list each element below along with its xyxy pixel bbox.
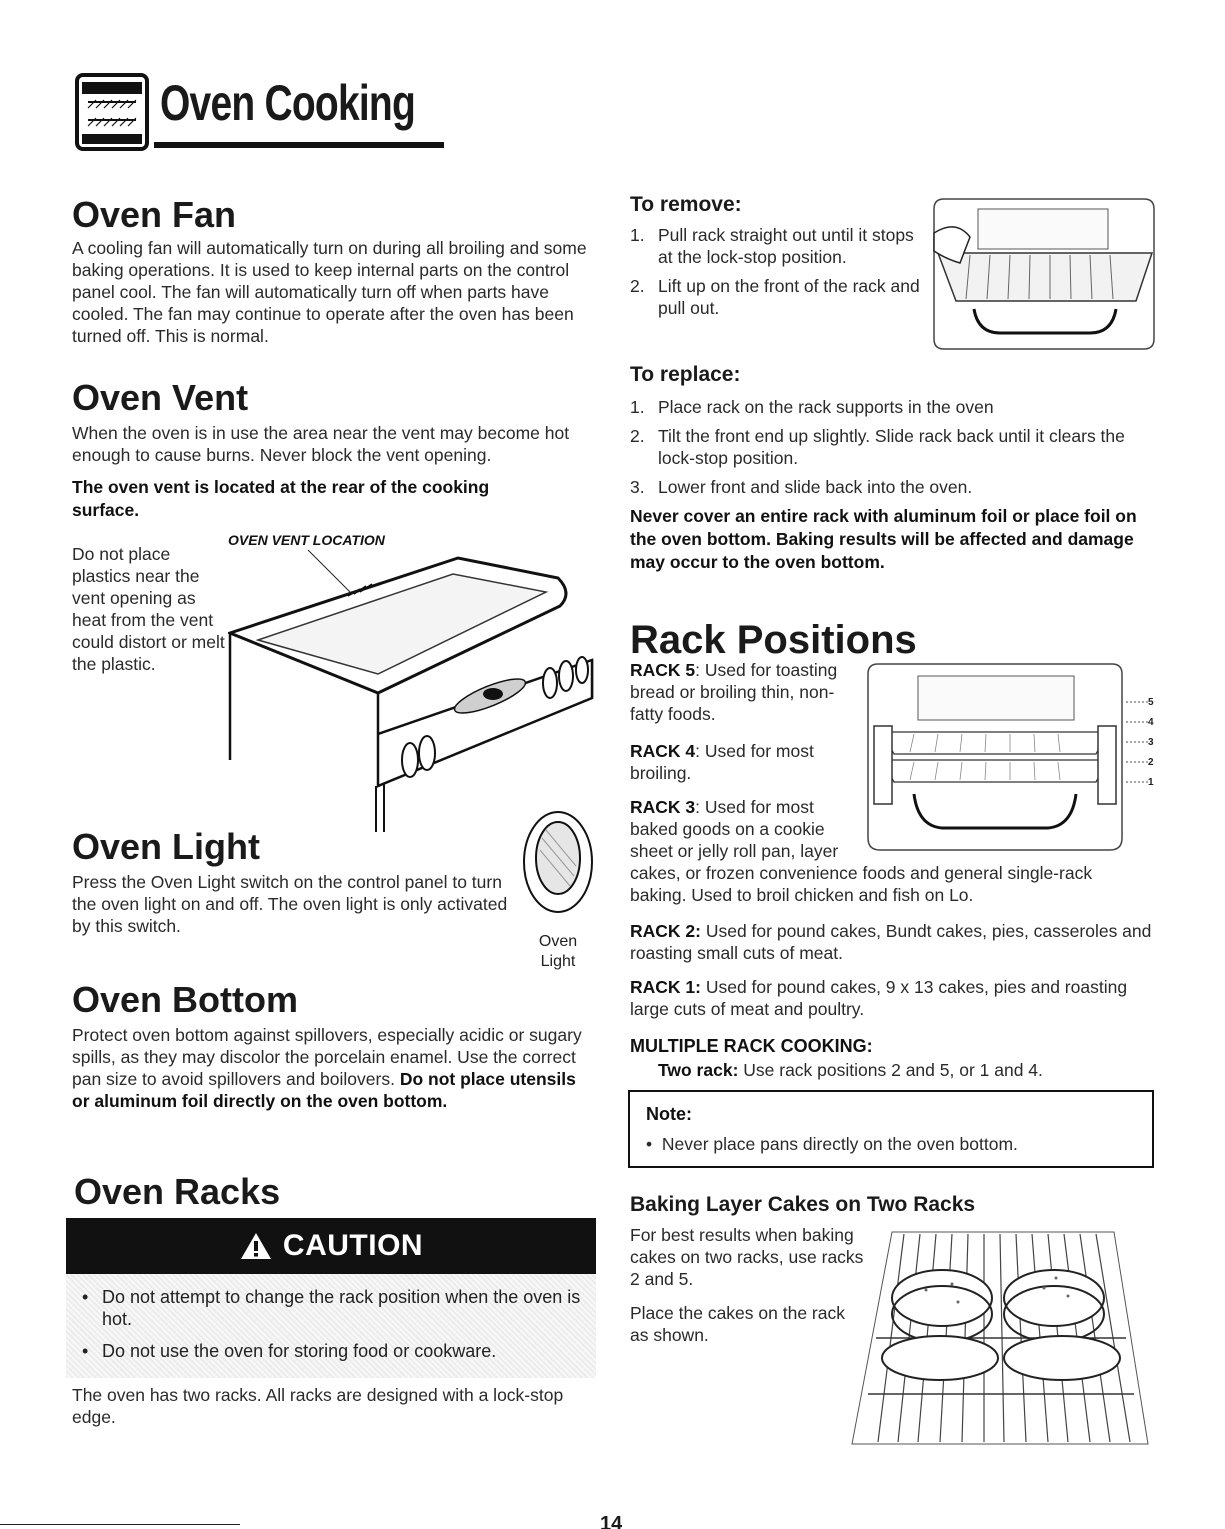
oven-light-switch-illustration (520, 806, 600, 916)
rack-label: RACK 3 (630, 797, 696, 817)
rack-removal-illustration (930, 193, 1160, 353)
section-oven-fan (72, 195, 597, 347)
note-box (628, 1090, 1154, 1168)
rack-number: 5 (1148, 697, 1154, 708)
baking-layer-body-2: Place the cakes on the rack as shown. (630, 1303, 845, 1345)
body-text: Protect oven bottom against spillovers, especially acidic or sugary spills, as they may discolor the porcelain enamel. Use the correct pan size to avoid spillovers and boilovers. (72, 1025, 582, 1089)
figure-label-line: Light (540, 953, 576, 970)
step-number: 3. (630, 477, 645, 497)
section-body: A cooling fan will automatically turn on during all broiling and some baking operations. It is used to keep internal parts on the control panel cool. The fan will automatically turn off when parts have cooled. The fan may continue to operate after the oven has been turned off. This is normal. (72, 238, 587, 346)
multiple-heading: MULTIPLE RACK COOKING: (630, 1036, 873, 1056)
section-to-replace (630, 362, 1160, 574)
section-body: Press the Oven Light switch on the control panel to turn the oven light on and off. The oven light is only activated by this switch. (72, 872, 508, 936)
page-title: Oven Cooking (160, 75, 415, 131)
step-item (630, 224, 930, 268)
section-heading: Oven Light (72, 826, 260, 867)
caution-list (66, 1286, 596, 1362)
rack-text: : Used for toasting bread or broiling thin, non-fatty foods. (630, 660, 838, 724)
rack-label: RACK 5 (630, 660, 696, 680)
bullet: • (646, 1134, 662, 1154)
step-number: 2. (630, 276, 645, 296)
cooktop-illustration (228, 548, 600, 838)
caution-header (66, 1218, 596, 1274)
caution-item-text: Do not use the oven for storing food or cookware. (102, 1341, 497, 1361)
rack-1-desc (630, 976, 1160, 1020)
oven-icon (74, 72, 150, 152)
section-oven-vent (72, 378, 597, 522)
step-number: 2. (630, 426, 645, 446)
subheading: To replace: (630, 363, 741, 386)
note-text: Never place pans directly on the oven bottom. (661, 1134, 1018, 1154)
caution-item-text: Do not attempt to change the rack position when the oven is hot. (102, 1287, 581, 1329)
rack-label: RACK 2: (630, 921, 701, 941)
two-rack-text: Use rack positions 2 and 5, or 1 and 4. (743, 1060, 1043, 1080)
oven-light-figure-label (533, 932, 583, 972)
step-item (630, 425, 1160, 469)
rack-4-desc (630, 740, 860, 784)
rack-text: Used for pound cakes, Bundt cakes, pies, casseroles and roasting small cuts of meat. (630, 921, 1152, 963)
caution-item: • Do not attempt to change the rack position when the oven is hot. (82, 1287, 581, 1329)
rack-text: : Used for most broiling. (630, 741, 814, 783)
replace-steps (630, 396, 1160, 498)
section-body (72, 1024, 592, 1112)
step-text: Tilt the front end up slightly. Slide rack back until it clears the lock-stop position. (658, 426, 1125, 468)
plastics-note: Do not place plastics near the vent opening as heat from the vent could distort or melt the plastic. (72, 544, 225, 674)
baking-layer-heading: Baking Layer Cakes on Two Racks (630, 1193, 976, 1216)
rack-positions-illustration (862, 660, 1162, 856)
rack-5-desc (630, 659, 860, 725)
body-bold-tail: Do not place utensils or aluminum foil directly on the oven bottom. (72, 1069, 576, 1111)
step-text: Pull rack straight out until it stops at the lock-stop position. (658, 225, 914, 267)
step-text: Lower front and slide back into the oven. (658, 477, 973, 497)
section-heading: Oven Fan (72, 194, 237, 235)
section-heading: Oven Bottom (72, 979, 299, 1020)
note-item (646, 1134, 1018, 1155)
vent-bold-note: The oven vent is located at the rear of the cooking surface. (72, 477, 490, 520)
rack-text: Used for pound cakes, 9 x 13 cakes, pies and roasting large cuts of meat and poultry. (630, 977, 1128, 1019)
step-item (630, 396, 1160, 418)
step-item (630, 476, 1160, 498)
remove-steps (630, 224, 930, 319)
rack-number: 3 (1148, 737, 1154, 748)
rack-label: RACK 4 (630, 741, 696, 761)
rack-number-labels (1148, 693, 1160, 793)
racks-body: The oven has two racks. All racks are designed with a lock-stop edge. (72, 1385, 564, 1427)
step-item (630, 275, 930, 319)
section-heading: Oven Racks (74, 1171, 281, 1212)
rack-number: 2 (1148, 757, 1154, 768)
step-number: 1. (630, 397, 645, 417)
page-number: 14 (600, 1514, 623, 1529)
warning-triangle-icon (239, 1231, 273, 1261)
step-text: Place rack on the rack supports in the oven (658, 397, 994, 417)
section-oven-bottom (72, 980, 592, 1112)
caution-title: CAUTION (282, 1229, 424, 1262)
section-to-remove (630, 192, 930, 326)
multiple-rack-cooking (630, 1034, 1160, 1082)
caution-item: • Do not use the oven for storing food or cookware. (82, 1341, 497, 1361)
rack-positions-heading: Rack Positions (630, 618, 917, 662)
baking-layer-body-1: For best results when baking cakes on two racks, use racks 2 and 5. (630, 1225, 864, 1289)
rack-number: 4 (1148, 717, 1154, 728)
section-oven-light (72, 827, 512, 937)
two-rack-cakes-illustration (848, 1228, 1152, 1446)
footer-rule (0, 1524, 240, 1525)
step-number: 1. (630, 225, 645, 245)
caution-box (66, 1218, 596, 1378)
foil-warning: Never cover an entire rack with aluminum foil or place foil on the oven bottom. Baking results will be affected and damage may occur to the oven bottom. (630, 506, 1137, 572)
section-oven-racks (74, 1172, 598, 1212)
rack-number: 1 (1148, 777, 1154, 788)
section-body: When the oven is in use the area near the vent may become hot enough to cause burns. Never block the vent opening. (72, 423, 570, 465)
two-rack-line (630, 1058, 1160, 1082)
page-header (74, 66, 444, 156)
section-heading: Oven Vent (72, 377, 249, 418)
figure-label-line: Oven (538, 933, 578, 950)
rack-text: : Used for most baked goods on a cookie sheet or jelly roll pan, layer cakes, or frozen convenience foods and general single-rack baking. Used to broil chicken and fish on Lo. (630, 797, 1093, 905)
rack-2-desc (630, 920, 1160, 964)
note-title: Note: (646, 1104, 692, 1124)
subheading: To remove: (630, 193, 742, 216)
title-underline (154, 142, 444, 148)
step-text: Lift up on the front of the rack and pull out. (658, 276, 920, 318)
vent-figure-label: OVEN VENT LOCATION (228, 532, 385, 548)
two-rack-label: Two rack: (658, 1060, 739, 1080)
rack-label: RACK 1: (630, 977, 701, 997)
